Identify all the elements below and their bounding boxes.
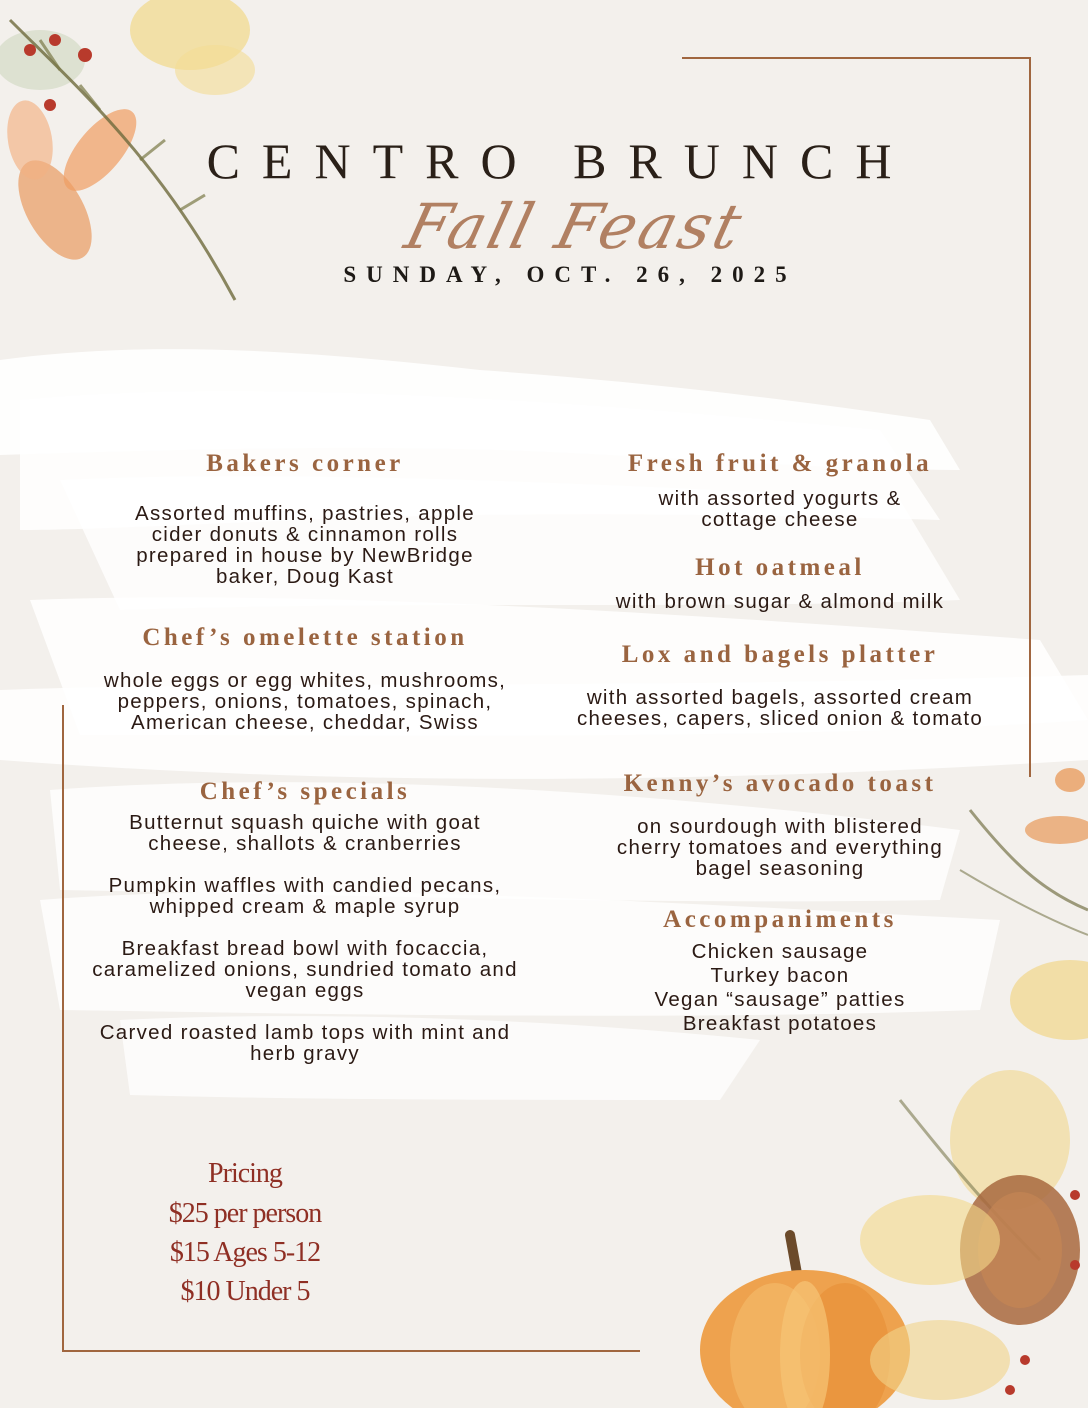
special-item-waffles: Pumpkin waffles with candied pecans, whipped cream & maple syrup	[108, 874, 502, 918]
price-child: $15 Ages 5-12	[169, 1237, 321, 1268]
section-lox-bagels	[545, 641, 1015, 729]
section-description: Assorted muffins, pastries, apple cider donuts & cinnamon rolls prepared in house by NewBridge baker, Doug Kast	[135, 502, 475, 588]
pumpkin-corner-bottom-right	[680, 1060, 1088, 1408]
section-hot-oatmeal	[545, 554, 1015, 612]
section-heading: Hot oatmeal	[695, 554, 865, 581]
section-heading: Bakers corner	[206, 450, 404, 477]
pricing-block	[120, 1158, 370, 1318]
event-date: SUNDAY, OCT. 26, 2025	[343, 262, 797, 287]
special-item-lamb: Carved roasted lamb tops with mint and herb gravy	[99, 1021, 511, 1065]
script-subtitle: Fall Feast	[398, 190, 752, 263]
section-heading: Chef’s specials	[199, 778, 411, 805]
section-omelette-station	[60, 624, 550, 733]
frame-top-line	[682, 57, 1030, 59]
frame-right-line	[1029, 57, 1031, 777]
section-avocado-toast	[545, 770, 1015, 879]
section-heading: Fresh fruit & granola	[627, 450, 933, 477]
section-bakers-corner	[60, 450, 550, 587]
section-description: with assorted yogurts & cottage cheese	[658, 487, 902, 531]
price-toddler: $10 Under 5	[180, 1276, 310, 1307]
section-description: Chicken sausage Turkey bacon Vegan “sausage” patties Breakfast potatoes	[654, 940, 906, 1035]
section-fresh-fruit	[545, 450, 1015, 530]
section-heading: Chef’s omelette station	[142, 624, 468, 651]
section-description: with assorted bagels, assorted cream cheeses, capers, sliced onion & tomato	[576, 686, 984, 730]
section-heading: Kenny’s avocado toast	[623, 770, 937, 797]
special-item-bread-bowl: Breakfast bread bowl with focaccia, caramelized onions, sundried tomato and vegan eggs	[92, 937, 518, 1002]
section-description: whole eggs or egg whites, mushrooms, peppers, onions, tomatoes, spinach, American cheese, cheddar, Swiss	[103, 669, 507, 734]
section-heading: Lox and bagels platter	[621, 641, 939, 668]
frame-bottom-line	[62, 1350, 640, 1352]
pricing-label: Pricing	[208, 1158, 282, 1189]
page-title: CENTRO BRUNCH	[206, 133, 914, 189]
price-adult: $25 per person	[168, 1198, 322, 1229]
section-chefs-specials	[55, 778, 555, 1064]
special-item-quiche: Butternut squash quiche with goat cheese, shallots & cranberries	[129, 811, 481, 855]
section-heading: Accompaniments	[663, 906, 897, 933]
section-description: on sourdough with blistered cherry tomatoes and everything bagel seasoning	[616, 815, 944, 880]
section-accompaniments	[545, 906, 1015, 1036]
section-description: with brown sugar & almond milk	[615, 590, 945, 613]
